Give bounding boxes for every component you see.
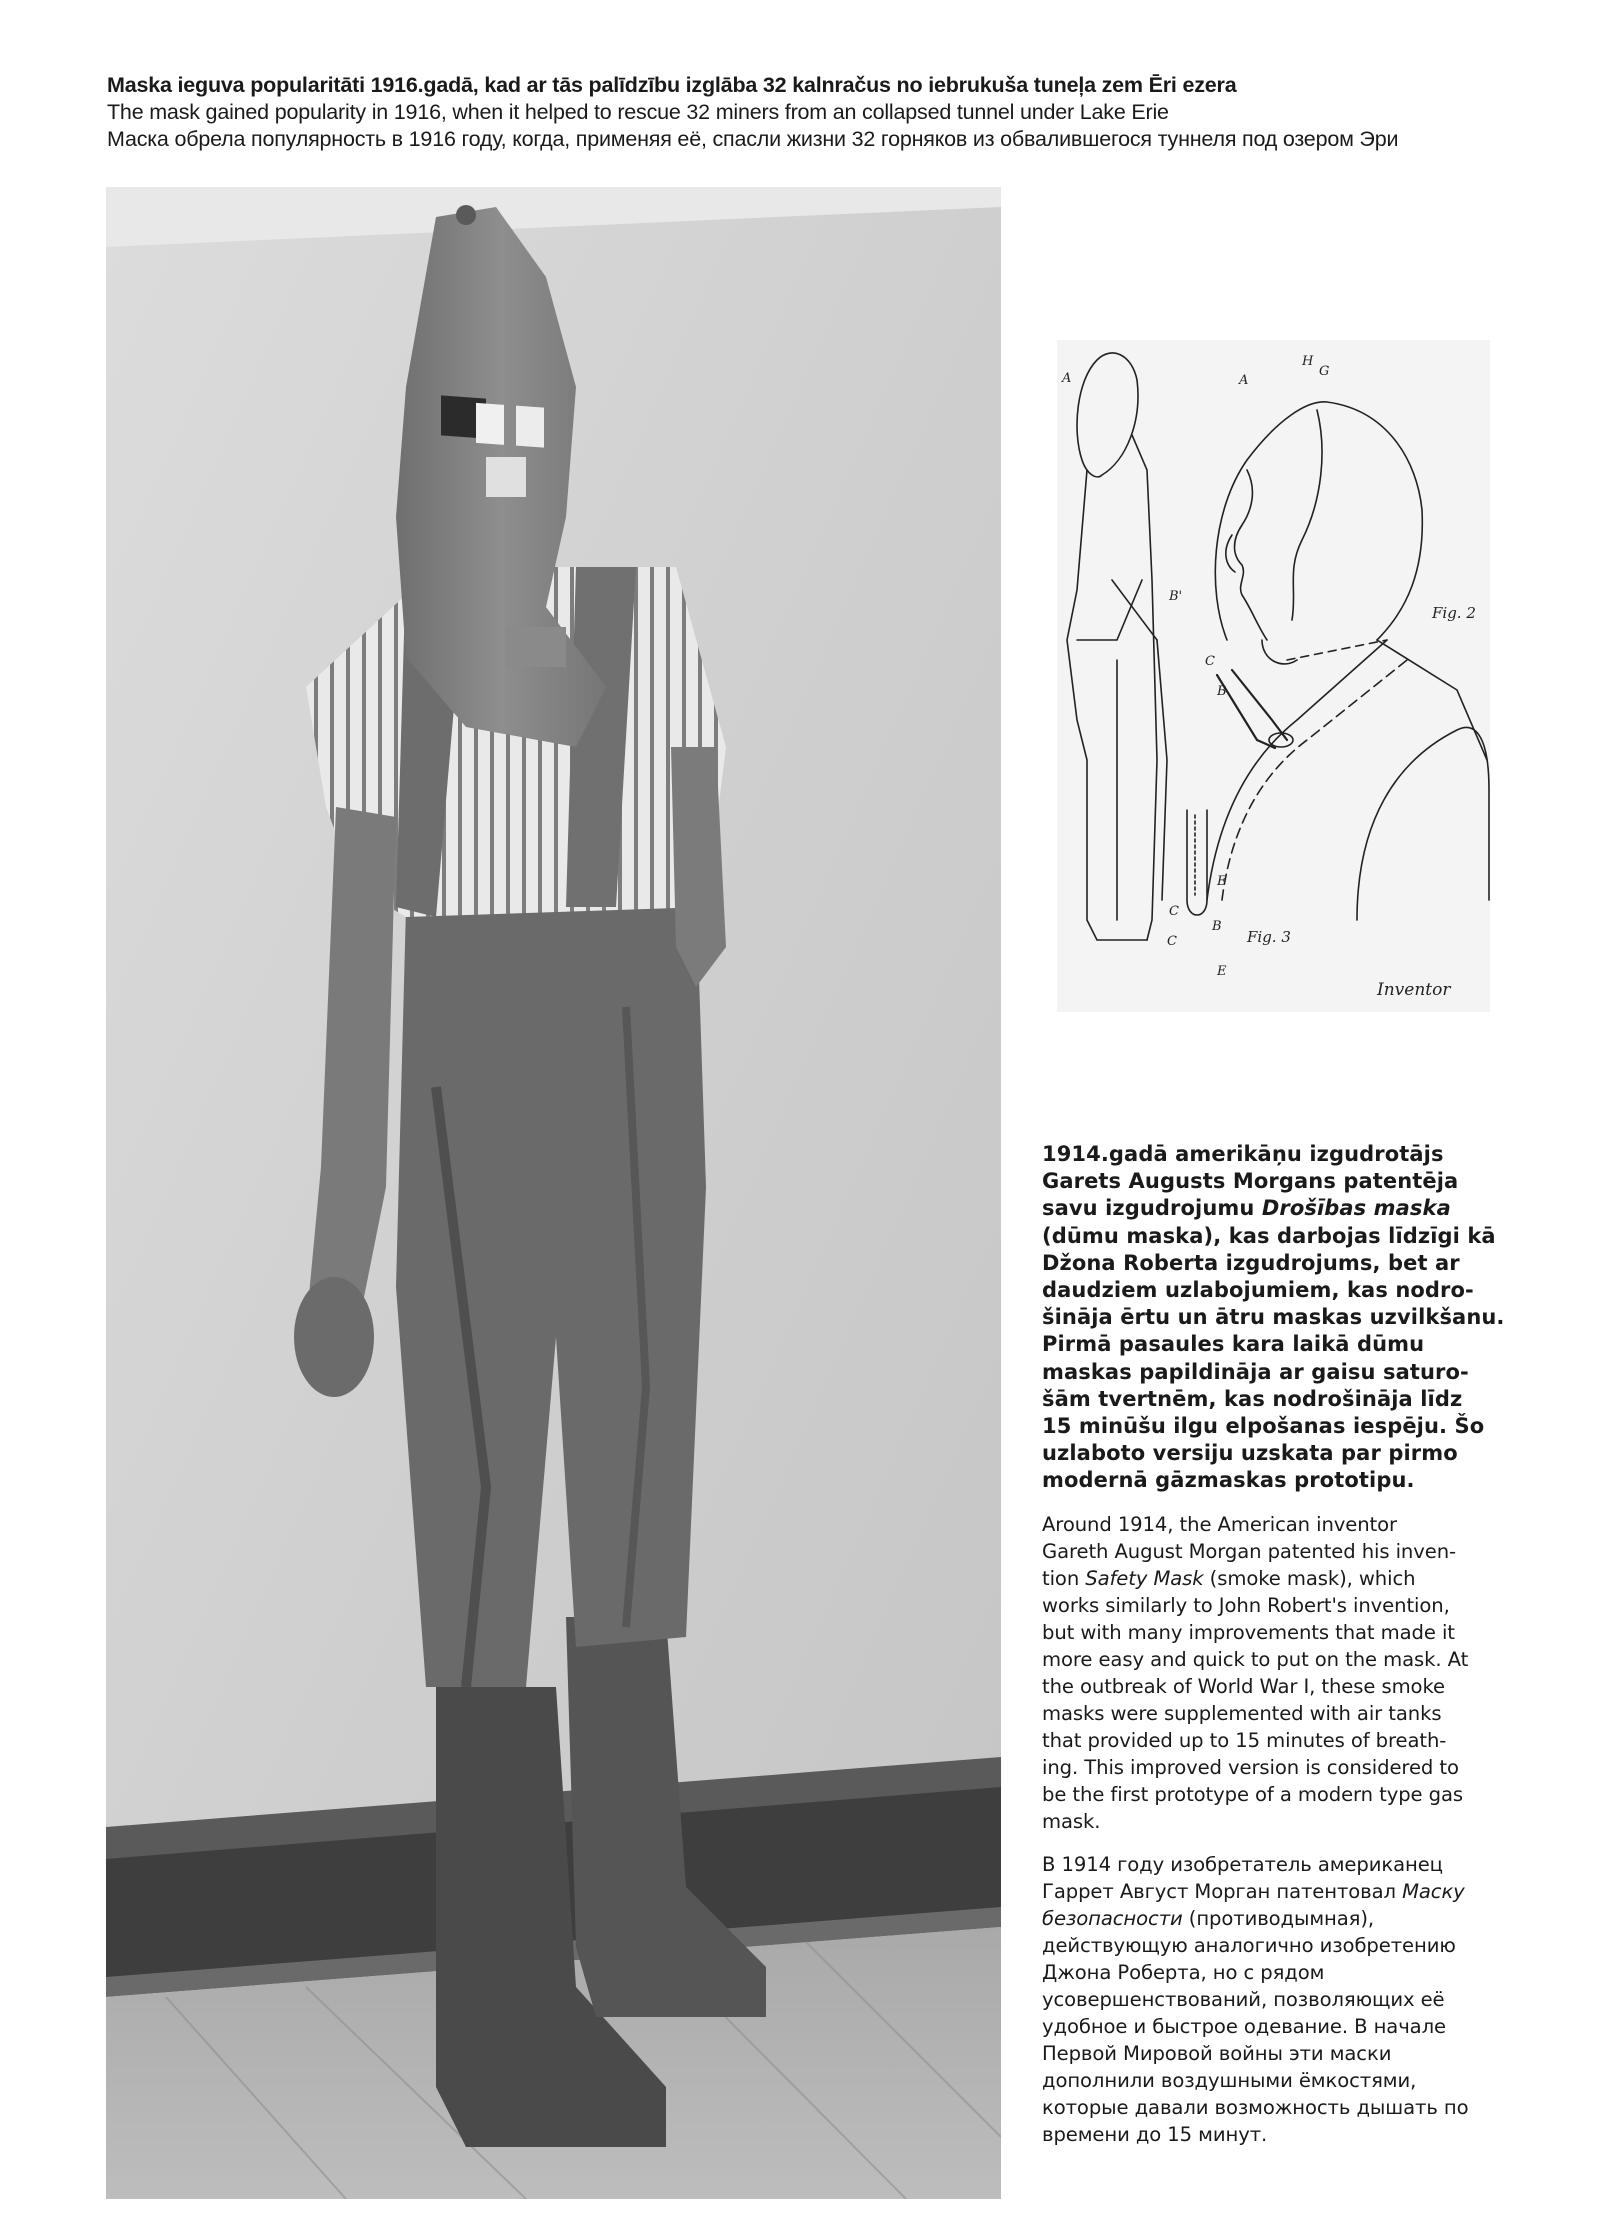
text-row: (dūmu maska), kas darbojas līdzīgi kā <box>1042 1223 1496 1248</box>
text-row <box>1042 1905 1502 1932</box>
product-name-emphasis: Маску <box>1402 1879 1465 1903</box>
product-name-emphasis: Safety Mask <box>1085 1566 1204 1590</box>
svg-text:B: B <box>1212 919 1222 934</box>
text-row <box>1042 1195 1502 1222</box>
breathing-window <box>486 457 526 497</box>
text-row: šām tvertnēm, kas nodrošināja līdz <box>1042 1386 1463 1411</box>
page-header <box>107 72 1587 153</box>
text-row: the outbreak of World War I, these smoke <box>1042 1674 1445 1698</box>
text-row: Around 1914, the American inventor <box>1042 1512 1397 1536</box>
text-row: действующую аналогично изобретению <box>1042 1933 1456 1957</box>
svg-text:C: C <box>1167 934 1177 949</box>
paragraph-english <box>1042 1511 1502 1835</box>
paragraph-russian <box>1042 1851 1502 2148</box>
inventor-label: Inventor <box>1377 980 1451 1000</box>
right-arm <box>671 747 726 987</box>
text-row: mask. <box>1042 1809 1101 1833</box>
product-name-emphasis: Drošības maska <box>1261 1196 1451 1221</box>
text-span: (smoke mask), which <box>1203 1566 1416 1590</box>
svg-text:A: A <box>1239 373 1249 388</box>
text-row: works similarly to John Robert's invention, <box>1042 1593 1450 1617</box>
eye-window-left <box>476 403 504 445</box>
text-span: savu izgudrojumu <box>1042 1196 1262 1221</box>
text-row: усовершенствований, позволяющих её <box>1042 1987 1445 2011</box>
text-row: удобное и быстрое одевание. В начале <box>1042 2014 1446 2038</box>
text-row: Gareth August Morgan patented his inven- <box>1042 1539 1456 1563</box>
text-row: которые давали возможность дышать по <box>1042 2095 1469 2119</box>
eye-window-right <box>516 406 544 448</box>
caption-russian: Маска обрела популярность в 1916 году, когда, применяя её, спасли жизни 32 горняков из обвалившегося туннеля под озером Эри <box>107 127 1399 151</box>
patent-illustration <box>1057 340 1490 1012</box>
paragraph-latvian <box>1042 1141 1505 1495</box>
text-row: daudziem uzlabojumiem, kas nodro- <box>1042 1278 1474 1303</box>
svg-text:C: C <box>1205 654 1215 669</box>
fig1-body-left <box>1067 470 1147 940</box>
photo-illustration <box>106 187 1001 2199</box>
text-row: В 1914 году изобретатель американец <box>1042 1852 1443 1876</box>
fig1-head <box>1077 353 1138 477</box>
text-row: Garets Augusts Morgans patentēja <box>1042 1169 1459 1194</box>
text-row: that provided up to 15 minutes of breath- <box>1042 1728 1447 1752</box>
svg-text:B': B' <box>1169 589 1183 604</box>
patent-drawing <box>1057 340 1490 1012</box>
fig3-label: Fig. 3 <box>1247 928 1291 946</box>
text-row: Pirmā pasaules kara laikā dūmu <box>1042 1332 1425 1357</box>
text-row <box>1042 1565 1502 1592</box>
svg-text:E: E <box>1217 874 1227 889</box>
svg-text:H: H <box>1302 354 1314 369</box>
text-column <box>1042 1141 1505 2164</box>
fig2-label: Fig. 2 <box>1432 604 1476 622</box>
fig3-tube <box>1187 810 1207 915</box>
caption-latvian: Maska ieguva popularitāti 1916.gadā, kad ar tās palīdzību izglāba 32 kalnračus no iebrukuša tuneļa zem Ēri ezera <box>107 73 1237 97</box>
text-span: tion <box>1042 1566 1086 1590</box>
text-row: дополнили воздушными ёмкостями, <box>1042 2068 1417 2092</box>
svg-text:A: A <box>1062 371 1072 386</box>
svg-text:B: B <box>1217 684 1227 699</box>
text-row: 1914.gadā amerikāņu izgudrotājs <box>1042 1142 1444 1166</box>
text-row: Džona Roberta izgudrojums, bet ar <box>1042 1250 1460 1275</box>
text-row: but with many improvements that made it <box>1042 1620 1455 1644</box>
caption-english: The mask gained popularity in 1916, when it helped to rescue 32 miners from an collapsed tunnel under Lake Erie <box>107 100 1169 124</box>
text-row <box>1042 1878 1502 1905</box>
text-row: more easy and quick to put on the mask. At <box>1042 1647 1469 1671</box>
text-row: ing. This improved version is considered to <box>1042 1755 1459 1779</box>
text-span: (противодымная), <box>1182 1906 1375 1930</box>
text-row: Джона Роберта, но с рядом <box>1042 1960 1325 1984</box>
text-row: be the first prototype of a modern type gas <box>1042 1782 1463 1806</box>
main-photo <box>106 187 1001 2199</box>
text-row: modernā gāzmaskas prototipu. <box>1042 1468 1415 1493</box>
text-row: masks were supplemented with air tanks <box>1042 1701 1442 1725</box>
text-span: Гаррет Август Морган патентовал <box>1042 1879 1403 1903</box>
product-name-emphasis: безопасности <box>1042 1906 1183 1930</box>
text-row: šināja ērtu un ātru maskas uzvilkšanu. <box>1042 1305 1505 1330</box>
text-row: 15 minūšu ilgu elpošanas iespēju. Šo <box>1042 1414 1485 1439</box>
svg-text:C: C <box>1169 904 1179 919</box>
text-row: времени до 15 минут. <box>1042 2122 1268 2146</box>
svg-text:E: E <box>1217 964 1227 979</box>
text-row: maskas papildināja ar gaisu saturo- <box>1042 1359 1469 1384</box>
text-row: uzlaboto versiju uzskata par pirmo <box>1042 1441 1458 1466</box>
fig2-hood <box>1215 402 1422 640</box>
svg-text:G: G <box>1319 364 1330 379</box>
text-row: Первой Мировой войны эти маски <box>1042 2041 1392 2065</box>
